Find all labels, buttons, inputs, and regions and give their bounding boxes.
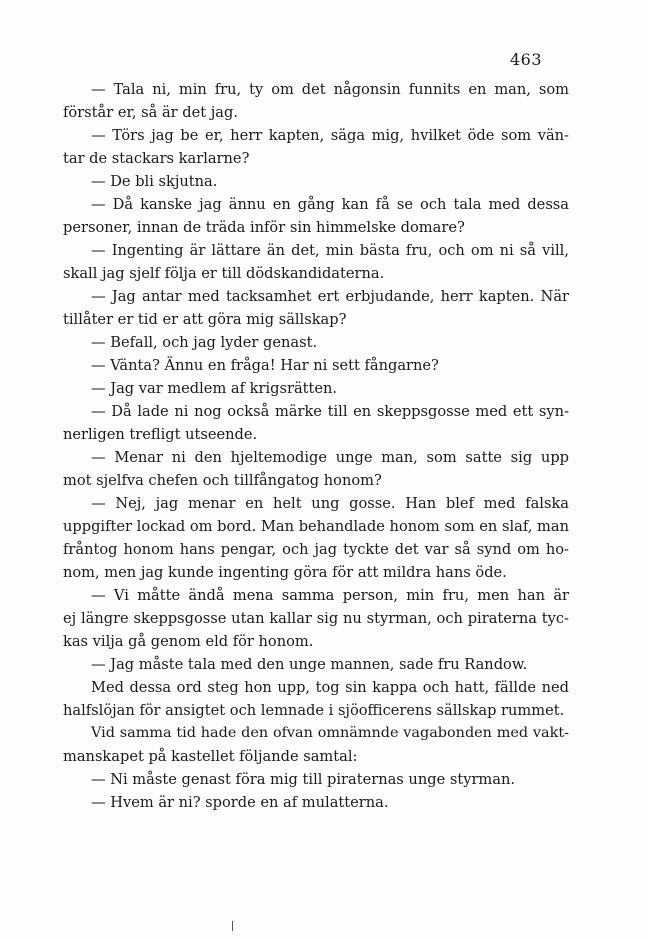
text-line: uppgifter lockad om bord. Man behandlade honom som en slaf, man xyxy=(63,518,569,535)
text-line: — Ni måste genast föra mig till piraternas unge styrman. xyxy=(91,771,516,788)
text-line: — Då kanske jag ännu en gång kan få se och tala med dessa xyxy=(91,196,569,213)
text-line: tar de stackars karlarne? xyxy=(63,150,250,167)
text-line: — Vi måtte ändå mena samma person, min fru, men han är xyxy=(91,587,569,604)
text-line: fråntog honom hans pengar, och jag tyckte det var så synd om ho- xyxy=(63,541,569,558)
text-line: — Nej, jag menar en helt ung gosse. Han blef med falska xyxy=(91,495,569,512)
text-line: — Tala ni, min fru, ty om det någonsin funnits en man, som xyxy=(91,81,569,98)
text-line: mot sjelfva chefen och tillfångatog honom? xyxy=(63,472,382,489)
body-text xyxy=(63,78,569,814)
text-line: — Jag var medlem af krigsrätten. xyxy=(91,380,338,397)
text-line: — De bli skjutna. xyxy=(91,173,218,190)
print-mark xyxy=(232,921,233,931)
text-line: Med dessa ord steg hon upp, tog sin kappa och hatt, fällde ned xyxy=(91,679,569,696)
text-line: ej längre skeppsgosse utan kallar sig nu styrman, och piraterna tyc- xyxy=(63,610,569,627)
page-number: 463 xyxy=(510,50,543,69)
text-line: nerligen trefligt utseende. xyxy=(63,426,258,443)
text-line: — Hvem är ni? sporde en af mulatterna. xyxy=(91,794,389,811)
text-line: manskapet på kastellet följande samtal: xyxy=(63,748,358,765)
text-line: tillåter er tid er att göra mig sällskap? xyxy=(63,311,347,328)
text-line: — Vänta? Ännu en fråga! Har ni sett fångarne? xyxy=(91,357,439,374)
text-line: personer, innan de träda inför sin himmelske domare? xyxy=(63,219,465,236)
text-line: — Jag måste tala med den unge mannen, sade fru Randow. xyxy=(91,656,528,673)
text-line: kas vilja gå genom eld för honom. xyxy=(63,633,314,650)
text-line: — Ingenting är lättare än det, min bästa fru, och om ni så vill, xyxy=(91,242,569,259)
text-line: Vid samma tid hade den ofvan omnämnde vagabonden med vakt- xyxy=(91,725,569,741)
text-line: förstår er, så är det jag. xyxy=(63,104,238,121)
text-line: halfslöjan för ansigtet och lemnade i sjöofficerens sällskap rummet. xyxy=(63,702,565,719)
text-line: — Törs jag be er, herr kapten, säga mig, hvilket öde som vän- xyxy=(91,127,569,144)
text-line: — Då lade ni nog också märke till en skeppsgosse med ett syn- xyxy=(91,403,569,420)
text-line: nom, men jag kunde ingenting göra för att mildra hans öde. xyxy=(63,564,507,581)
text-line: — Jag antar med tacksamhet ert erbjudande, herr kapten. När xyxy=(91,288,569,305)
text-line: — Befall, och jag lyder genast. xyxy=(91,334,318,351)
text-line: skall jag sjelf följa er till dödskandidaterna. xyxy=(63,265,385,282)
text-line: — Menar ni den hjeltemodige unge man, som satte sig upp xyxy=(91,449,569,466)
